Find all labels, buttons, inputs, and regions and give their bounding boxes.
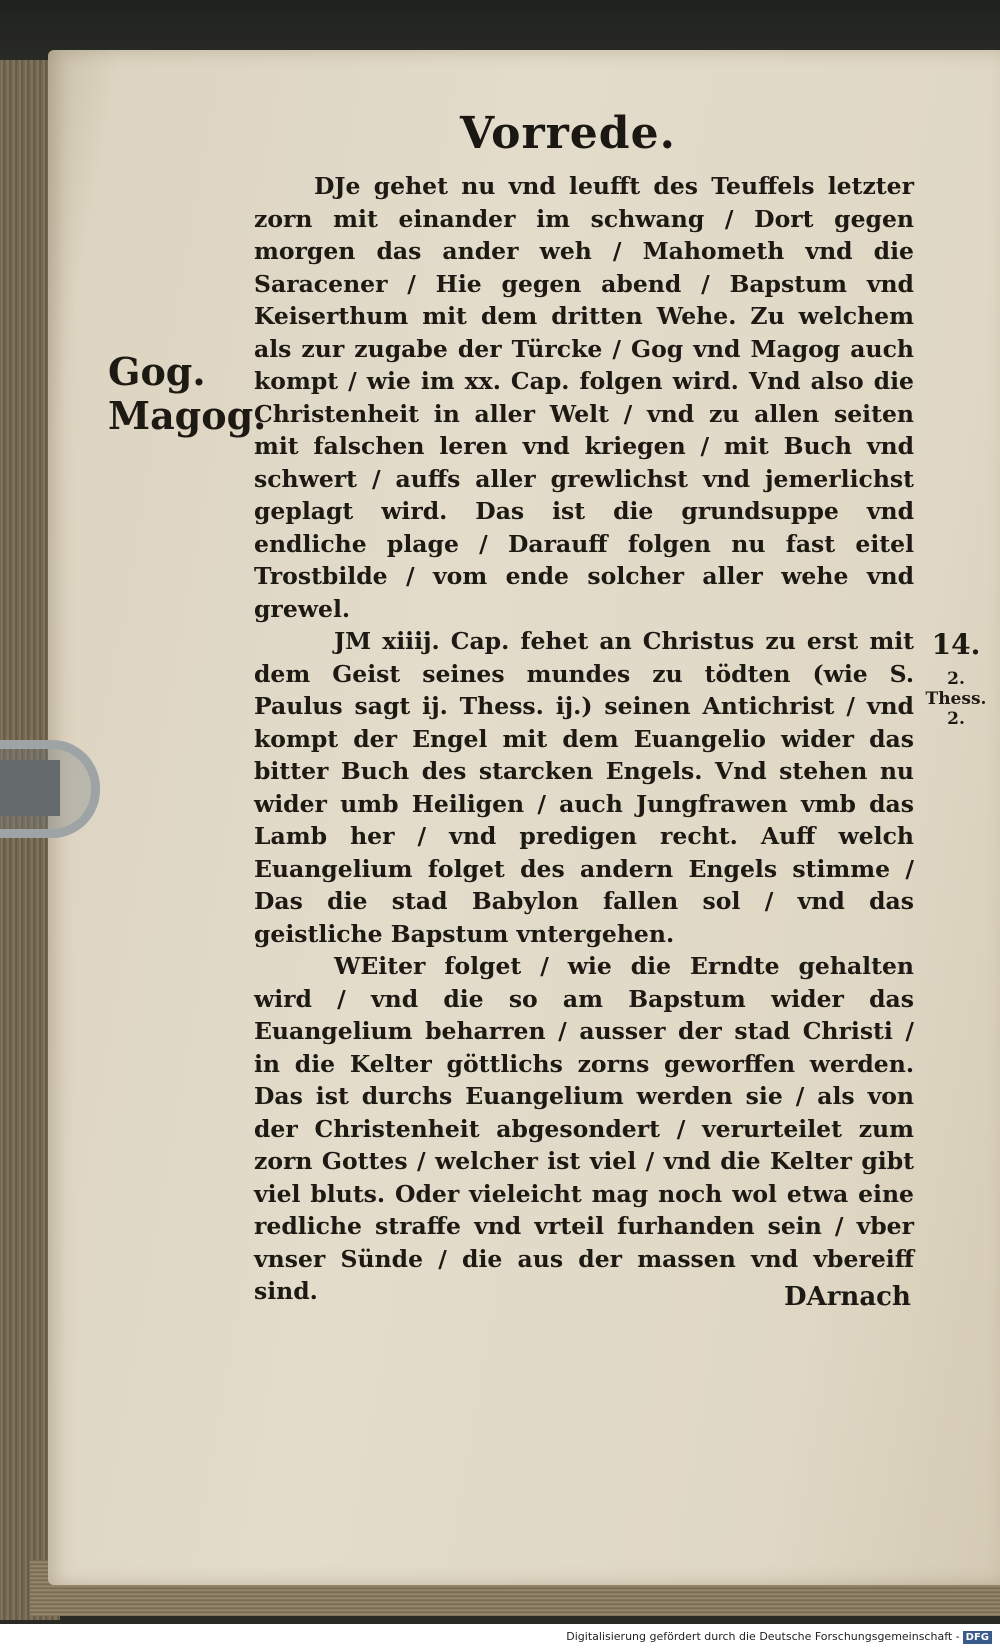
dfg-logo: DFG xyxy=(963,1631,992,1644)
margin-note-magog: Magog. xyxy=(108,393,267,438)
left-margin-note xyxy=(108,349,267,438)
paragraph-2: JM xiiij. Cap. fehet an Christus zu erst mit dem Geist seines mundes zu tödten (wie S. Paulus sagt ij. Thess. ij.) seinen Antichrist / vnd kompt der Engel mit dem Euangelio wider das bitter Buch des starcken Engels. Vnd stehen nu wider umb Heiligen / auch Jungfrawen vmb das Lamb her / vnd predigen recht. Auff welch Euangelium folget des andern Engels stimme / Das die stad Babylon fallen sol / vnd das geistliche Bapstum vntergehen. xyxy=(254,627,914,948)
margin-note-gog: Gog. xyxy=(108,349,206,394)
paragraph-1: DJe gehet nu vnd leufft des Teuffels letzter zorn mit einander im schwang / Dort gegen morgen das ander weh / Mahometh vnd die Saracener / Hie gegen abend / Bapstum vnd Keiserthum mit dem dritten Wehe. Zu welchem als zur zugabe der Türcke / Gog vnd Magog auch kompt / wie im xx. Cap. folgen wird. Vnd also die Christenheit in aller Welt / vnd zu allen seiten mit falschen leren vnd kriegen / mit Buch vnd schwert / auffs aller grewlichst vnd jemerlichst geplagt wird. Das ist die grundsuppe vnd endliche plage / Darauff folgen nu fast eitel Trostbilde / vom ende solcher aller wehe vnd grewel. xyxy=(254,172,914,623)
page-clip-icon xyxy=(0,740,100,838)
paragraph-3: WEiter folget / wie die Erndte gehalten wird / vnd die so am Bapstum wider das Euangelium beharren / ausser der stad Christi / in die Kelter göttlichs zorns geworffen werden. Das ist durchs Euangelium werden sie / als von der Christenheit abgesondert / verurteilet zum zorn Gottes / welcher ist viel / vnd die Kelter gibt viel bluts. Oder vieleicht mag noch wol etwa eine redliche straffe vnd vrteil furhanden sein / vber vnser Sünde / die aus der massen vnd vbereiff sind. xyxy=(254,952,914,1305)
margin-scripture-reference: 2. Thess. 2. xyxy=(925,669,987,729)
right-margin-note xyxy=(916,628,996,729)
body-text xyxy=(254,170,914,1308)
footer-credit xyxy=(566,1630,992,1644)
page-heading: Vorrede. xyxy=(460,108,676,159)
margin-chapter-number: 14. xyxy=(931,628,981,661)
catchword: DArnach xyxy=(784,1282,911,1312)
footer-credit-text: Digitalisierung gefördert durch die Deutsche Forschungsgemeinschaft - xyxy=(566,1630,960,1643)
footer-bar xyxy=(0,1624,1000,1651)
